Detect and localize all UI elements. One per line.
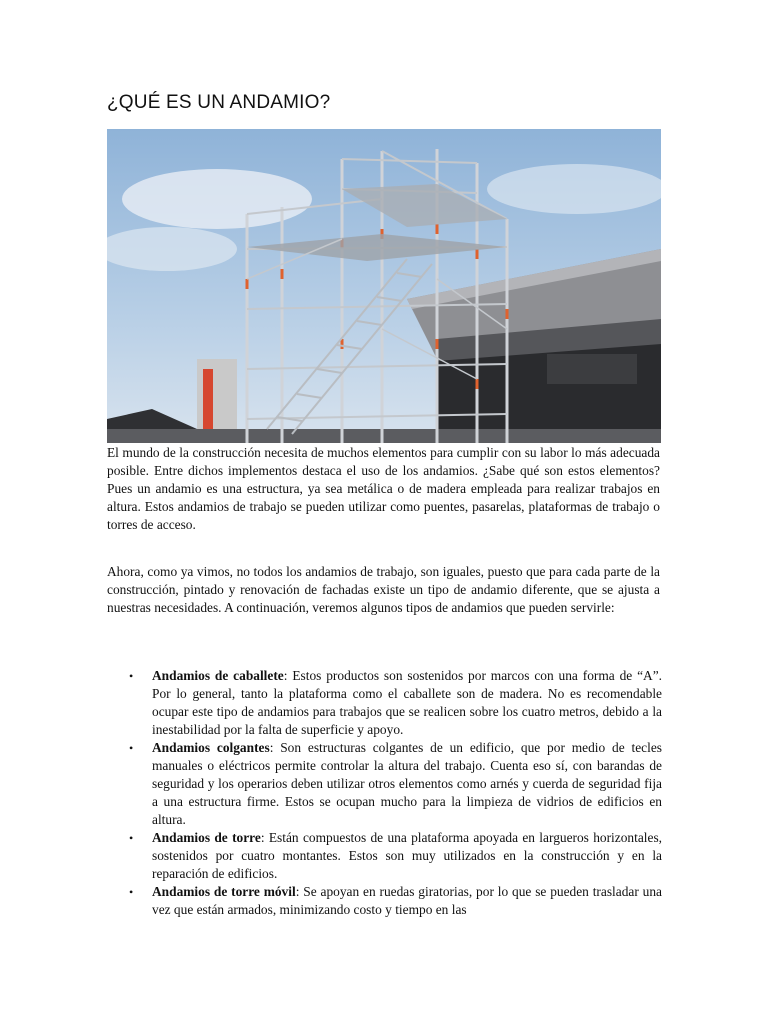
list-item-text: : Están compuestos de una plataforma apoyada en largueros horizontales, sostenidos por cuatro montantes. Estos son muy utilizados en la construcción y en la reparación de edificios. [152, 830, 662, 881]
list-item-text: : Se apoyan en ruedas giratorias, por lo que se pueden trasladar una vez que están armados, minimizando costo y tiempo en las [152, 884, 662, 917]
list-item-term: Andamios de torre [152, 830, 261, 845]
bullet-icon: • [129, 831, 134, 845]
scaffold-tower-photo [107, 129, 661, 443]
list-item [107, 883, 662, 919]
list-item [107, 739, 662, 829]
page-title: ¿QUÉ ES UN ANDAMIO? [107, 92, 331, 113]
intro-paragraph: El mundo de la construcción necesita de muchos elementos para cumplir con su labor lo más adecuada posible. Entre dichos implementos destaca el uso de los andamios. ¿Sabe qué son estos elementos? Pues un andamio es una estructura, ya sea metálica o de madera empleada para realizar trabajos en altura. Estos andamios de trabajo se pueden utilizar como puentes, pasarelas, plataformas de trabajo o torres de acceso. [107, 445, 660, 532]
bullet-icon: • [129, 741, 134, 755]
list-item-term: Andamios colgantes [152, 740, 270, 755]
list-item [107, 667, 662, 739]
list-item-term: Andamios de caballete [152, 668, 284, 683]
types-paragraph: Ahora, como ya vimos, no todos los andamios de trabajo, son iguales, puesto que para cada parte de la construcción, pintado y renovación de fachadas existe un tipo de andamio diferente, que se ajusta a nuestras necesidades. A continuación, veremos algunos tipos de andamios que pueden servirle: [107, 564, 660, 615]
scaffold-types-list [107, 667, 662, 919]
list-item-term: Andamios de torre móvil [152, 884, 296, 899]
bullet-icon: • [129, 885, 134, 899]
list-item [107, 829, 662, 883]
list-item-text: : Son estructuras colgantes de un edificio, que por medio de tecles manuales o eléctricos permite controlar la altura del trabajo. Cuenta eso sí, con barandas de seguridad y los operarios deben utilizar otros elementos como arnés y cuerda de seguridad fija a una estructura firme. Estos se ocupan mucho para la limpieza de vidrios de edificios en altura. [152, 740, 662, 827]
bullet-icon: • [129, 669, 134, 683]
list-item-text: : Estos productos son sostenidos por marcos con una forma de “A”. Por lo general, tanto la plataforma como el caballete son de madera. No es recomendable ocupar este tipo de andamios para trabajos que se realicen sobre los cuatro metros, debido a la inestabilidad por la falta de superficie y apoyo. [152, 668, 662, 737]
